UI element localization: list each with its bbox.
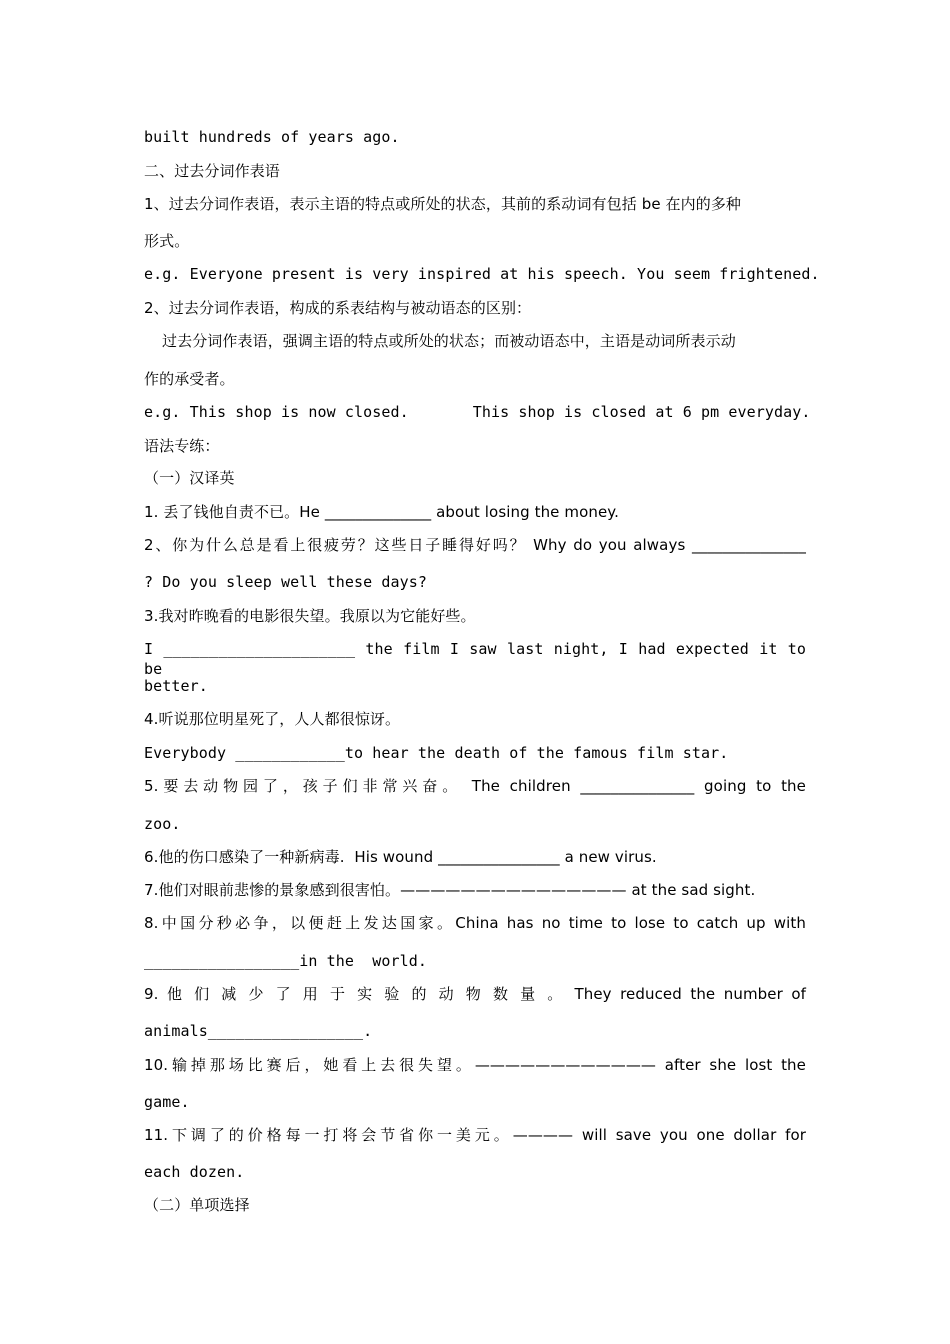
exercise-line: 9. 他 们 减 少 了 用 于 实 验 的 动 物 数 量 。 They reduced the number of — [144, 985, 806, 1003]
exercise-line: 4.听说那位明星死了，人人都很惊讶。 — [144, 710, 401, 728]
exercise-line: I _____________________ the film I saw last night, I had expected it to be — [144, 640, 806, 678]
exercise-line: 2、你为什么总是看上很疲劳？这些日子睡得好吗？ Why do you always _______________ — [144, 536, 806, 554]
exercise-line: zoo. — [144, 815, 181, 833]
exercise-line: animals_________________. — [144, 1022, 373, 1040]
section-heading: 语法专练： — [144, 437, 220, 455]
exercise-line: Everybody ____________to hear the death of the famous film star. — [144, 744, 729, 762]
text-line: 作的承受者。 — [144, 370, 235, 388]
subsection-heading: （一）汉译英 — [144, 469, 235, 487]
exercise-line: 10.输掉那场比赛后，她看上去很失望。———————————— after she lost the — [144, 1056, 806, 1074]
subsection-heading: （二）单项选择 — [144, 1196, 250, 1214]
text-line: 2、过去分词作表语，构成的系表结构与被动语态的区别： — [144, 299, 532, 317]
exercise-line: 1. 丢了钱他自责不已。He ______________ about losing the money. — [144, 503, 620, 521]
example-line: e.g. This shop is now closed. This shop is closed at 6 pm everyday. — [144, 403, 811, 421]
exercise-line: ? Do you sleep well these days? — [144, 573, 428, 591]
exercise-line: _________________in the world. — [144, 952, 428, 970]
section-heading: 二、过去分词作表语 — [144, 162, 280, 180]
text-line: 过去分词作表语，强调主语的特点或所处的状态；而被动语态中，主语是动词所表示动 — [162, 332, 736, 350]
example-line: e.g. Everyone present is very inspired at his speech. You seem frightened. — [144, 265, 820, 283]
exercise-line: each dozen. — [144, 1163, 245, 1181]
exercise-line: 3.我对昨晚看的电影很失望。我原以为它能好些。 — [144, 607, 476, 625]
exercise-line: 11.下调了的价格每一打将会节省你一美元。———— will save you one dollar for — [144, 1126, 806, 1144]
exercise-line: better. — [144, 677, 208, 695]
text-line: built hundreds of years ago. — [144, 128, 400, 146]
exercise-line: 6.他的伤口感染了一种新病毒. His wound ________________ a new virus. — [144, 848, 657, 866]
exercise-line: 5.要去动物园了，孩子们非常兴奋。 The children _______________ going to the — [144, 777, 806, 795]
text-line: 形式。 — [144, 232, 190, 250]
exercise-line: 7.他们对眼前悲惨的景象感到很害怕。——————————————— at the sad sight. — [144, 881, 756, 899]
exercise-line: game. — [144, 1093, 190, 1111]
exercise-line: 8.中国分秒必争，以便赶上发达国家。China has no time to lose to catch up with — [144, 914, 806, 932]
text-line: 1、过去分词作表语，表示主语的特点或所处的状态，其前的系动词有包括 be 在内的多种 — [144, 195, 742, 213]
